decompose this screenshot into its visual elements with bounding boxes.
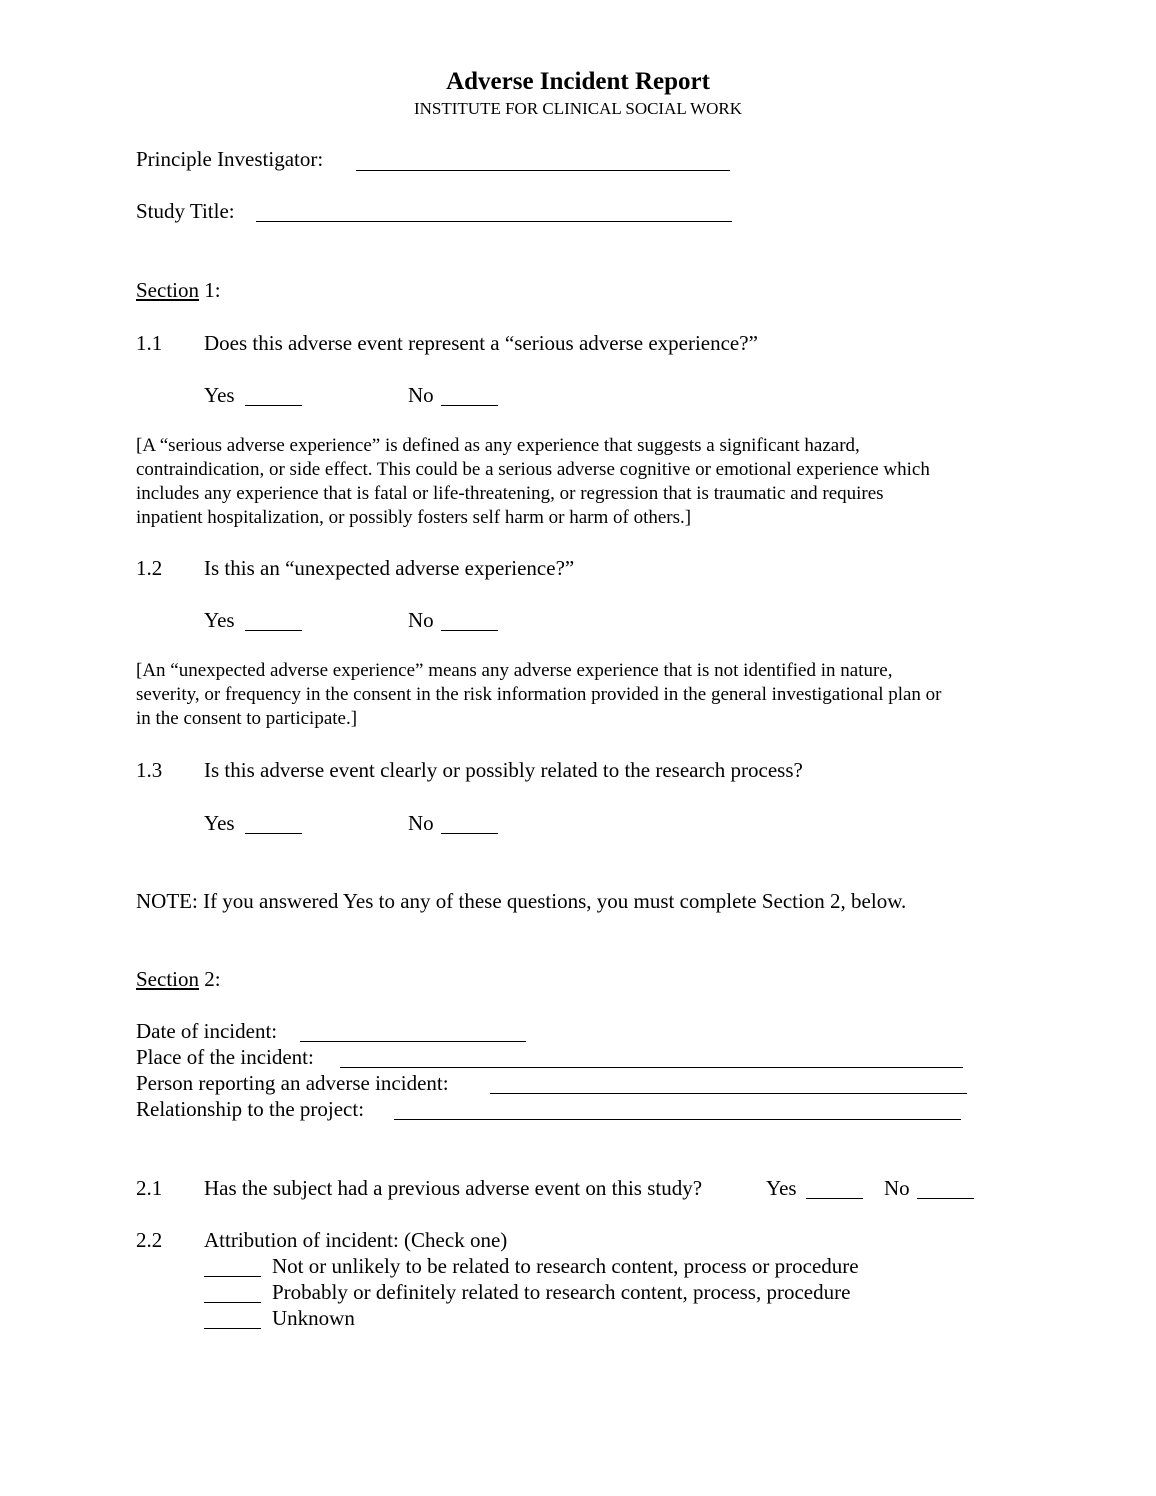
section-2-note: NOTE: If you answered Yes to any of these questions, you must complete Section 2, below. [136,889,907,913]
question-2-1-no-label: No [884,1176,910,1200]
section-1-heading-word: Section [136,278,199,302]
definition-line: [A “serious adverse experience” is defined as any experience that suggests a significant hazard, [136,435,860,456]
relationship-label: Relationship to the project: [136,1097,365,1121]
section-2-heading [136,967,221,992]
attribution-option-1-label: Not or unlikely to be related to research content, process or procedure [272,1254,859,1278]
definition-line: includes any experience that is fatal or life-threatening, or regression that is traumatic and requires [136,483,884,504]
question-1-2-no-label: No [408,608,434,632]
attribution-option-3-label: Unknown [272,1306,355,1330]
question-1-2-number: 1.2 [136,556,163,580]
question-2-2-number: 2.2 [136,1228,163,1252]
report-subtitle: INSTITUTE FOR CLINICAL SOCIAL WORK [413,99,743,118]
section-2-heading-word: Section [136,967,199,991]
question-1-3-text: Is this adverse event clearly or possibly related to the research process? [204,758,803,782]
question-2-1-no-blank[interactable] [917,1198,974,1199]
date-of-incident-field[interactable] [300,1041,526,1042]
study-title-field[interactable] [256,221,732,222]
attribution-option-2-label: Probably or definitely related to research content, process, procedure [272,1280,851,1304]
section-1-heading-number: 1: [199,278,221,302]
report-title: Adverse Incident Report [446,68,710,95]
question-2-1-yes-blank[interactable] [806,1198,863,1199]
question-2-1-text: Has the subject had a previous adverse event on this study? [204,1176,703,1200]
attribution-option-2-blank[interactable] [204,1302,261,1303]
place-of-incident-label: Place of the incident: [136,1045,314,1069]
question-2-1-number: 2.1 [136,1176,163,1200]
question-1-1-yes-label: Yes [204,383,235,407]
question-1-3-yes-label: Yes [204,811,235,835]
attribution-option-3-blank[interactable] [204,1328,261,1329]
question-1-1-text: Does this adverse event represent a “serious adverse experience?” [204,331,758,355]
question-1-3-no-blank[interactable] [441,833,498,834]
definition-line: in the consent to participate.] [136,708,358,729]
definition-line: [An “unexpected adverse experience” means any adverse experience that is not identified in nature, [136,660,893,681]
section-1-heading [136,278,221,303]
serious-adverse-definition [136,434,1036,530]
place-of-incident-field[interactable] [340,1067,963,1068]
question-2-1-yes-label: Yes [766,1176,797,1200]
definition-line: contraindication, or side effect. This could be a serious adverse cognitive or emotional experience which [136,459,930,480]
unexpected-adverse-definition [136,659,1036,731]
section-2-heading-number: 2: [199,967,221,991]
question-1-3-yes-blank[interactable] [245,833,302,834]
definition-line: severity, or frequency in the consent in the risk information provided in the general investigational plan or [136,684,942,705]
person-reporting-label: Person reporting an adverse incident: [136,1071,449,1095]
question-1-1-number: 1.1 [136,331,163,355]
principle-investigator-label: Principle Investigator: [136,147,324,171]
question-2-2-text: Attribution of incident: (Check one) [204,1228,508,1252]
question-1-1-no-blank[interactable] [441,405,498,406]
definition-line: inpatient hospitalization, or possibly fosters self harm or harm of others.] [136,507,692,528]
question-1-1-yes-blank[interactable] [245,405,302,406]
question-1-2-yes-label: Yes [204,608,235,632]
study-title-label: Study Title: [136,199,235,223]
question-1-2-text: Is this an “unexpected adverse experience?” [204,556,575,580]
question-1-2-yes-blank[interactable] [245,630,302,631]
question-1-2-no-blank[interactable] [441,630,498,631]
question-1-1-no-label: No [408,383,434,407]
principle-investigator-field[interactable] [356,170,730,171]
question-1-3-number: 1.3 [136,758,163,782]
question-1-3-no-label: No [408,811,434,835]
date-of-incident-label: Date of incident: [136,1019,278,1043]
relationship-field[interactable] [394,1119,961,1120]
attribution-option-1-blank[interactable] [204,1276,261,1277]
person-reporting-field[interactable] [490,1093,967,1094]
